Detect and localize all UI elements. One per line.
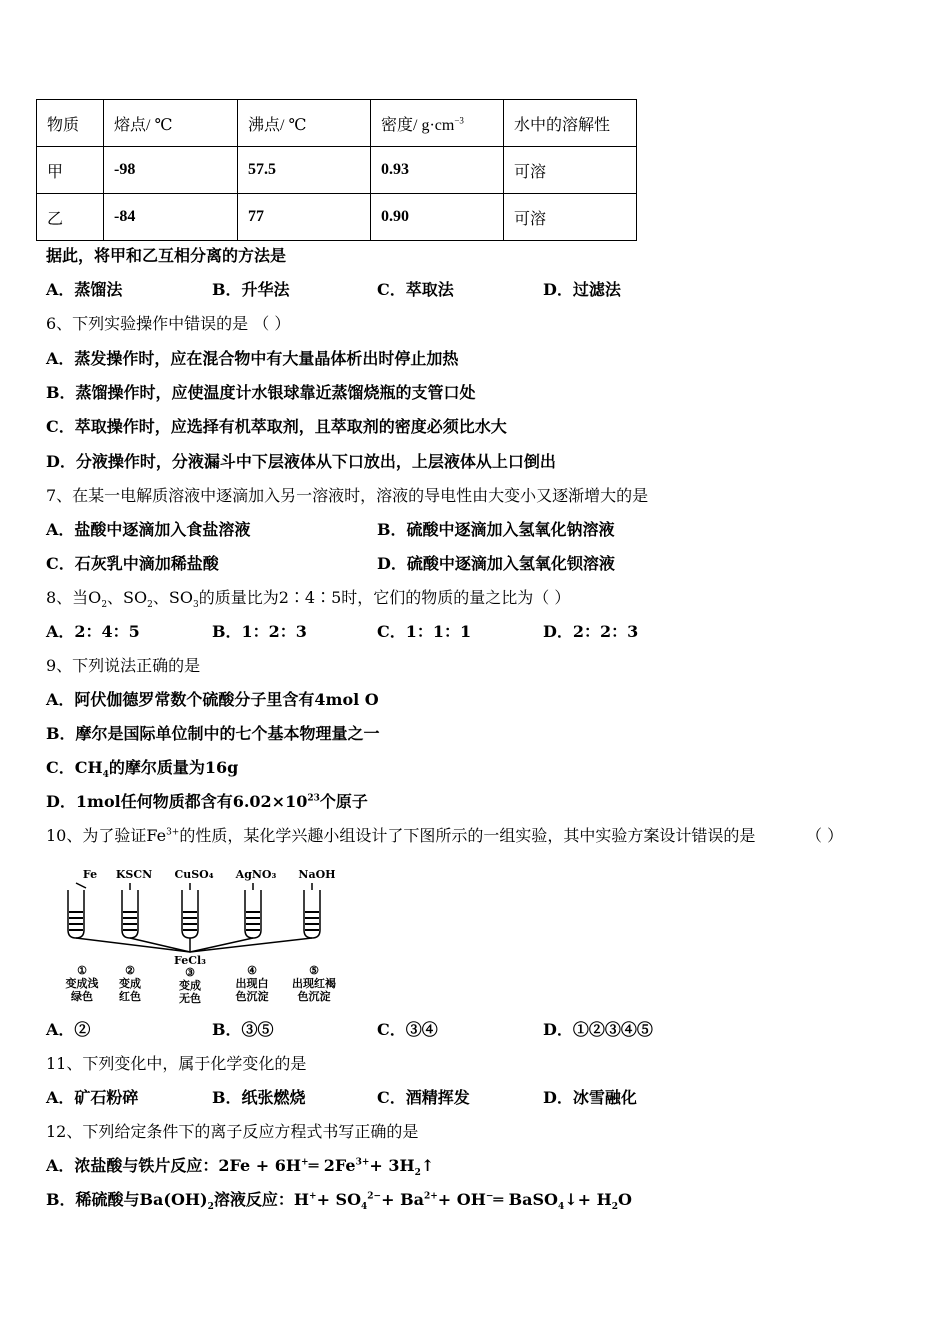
table-cell: -98 bbox=[104, 147, 238, 194]
experiment-number: ② bbox=[125, 964, 135, 977]
table-cell: 0.93 bbox=[371, 147, 504, 194]
liquid-icon bbox=[123, 912, 137, 930]
text: 的质量比为2∶4∶5时，它们的物质的量之比为（ ） bbox=[198, 588, 571, 607]
text: A．浓盐酸与铁片反应：2Fe + 6H bbox=[46, 1156, 302, 1175]
subscript: 2 bbox=[611, 1202, 618, 1213]
option-d bbox=[46, 792, 368, 812]
text: C．CH bbox=[46, 758, 103, 777]
header-cell: 水中的溶解性 bbox=[504, 100, 637, 147]
option-a bbox=[46, 1156, 435, 1179]
option-a: A．蒸发操作时，应在混合物中有大量晶体析出时停止加热 bbox=[46, 349, 459, 368]
question-stem: 11、下列变化中，属于化学变化的是 bbox=[46, 1054, 307, 1073]
header-cell bbox=[371, 100, 504, 147]
text: B．稀硫酸与Ba(OH) bbox=[46, 1190, 208, 1209]
subscript: 4 bbox=[102, 770, 109, 781]
text: + Ba bbox=[381, 1190, 424, 1209]
dropper-icon bbox=[76, 883, 86, 888]
result-text: 色沉淀 bbox=[297, 990, 331, 1003]
text: 、SO bbox=[152, 588, 193, 607]
superscript: − bbox=[485, 1191, 494, 1202]
table-cell: 可溶 bbox=[504, 194, 637, 241]
text: 8、当O bbox=[46, 588, 102, 607]
option-a: A．矿石粉碎 bbox=[46, 1088, 139, 1107]
answer-bracket: （ ） bbox=[806, 826, 844, 845]
reagent-label: NaOH bbox=[298, 868, 336, 881]
option-b: B．③⑤ bbox=[212, 1020, 274, 1039]
center-reagent-label: FeCl₃ bbox=[174, 954, 206, 967]
text: 、SO bbox=[107, 588, 148, 607]
question-stem: 7、在某一电解质溶液中逐滴加入另一溶液时，溶液的导电性由大变小又逐渐增大的是 bbox=[46, 486, 649, 505]
option-b bbox=[46, 1190, 632, 1213]
reagent-label: CuSO₄ bbox=[174, 868, 214, 881]
table-cell: -84 bbox=[104, 194, 238, 241]
option-a: A．阿伏伽德罗常数个硫酸分子里含有4mol O bbox=[46, 690, 379, 709]
table-cell: 0.90 bbox=[371, 194, 504, 241]
text: O bbox=[618, 1190, 632, 1209]
text: 个原子 bbox=[319, 792, 368, 811]
subscript: 2 bbox=[414, 1168, 421, 1179]
header-text: 密度/ g·cm bbox=[381, 116, 455, 134]
text: 的性质，某化学兴趣小组设计了下图所示的一组实验，其中实验方案设计错误的是 bbox=[179, 826, 756, 845]
table-cell: 77 bbox=[238, 194, 371, 241]
text: + SO bbox=[316, 1190, 362, 1209]
result-text: 红色 bbox=[119, 990, 141, 1003]
liquid-icon bbox=[183, 912, 197, 930]
subscript: 4 bbox=[557, 1202, 565, 1213]
option-d: D．2：2：3 bbox=[543, 622, 639, 641]
subscript: 2 bbox=[101, 600, 108, 611]
connector-line bbox=[190, 938, 312, 952]
result-text: 出现白 bbox=[235, 977, 269, 990]
properties-table bbox=[36, 99, 637, 241]
experiment-number: ⑤ bbox=[309, 964, 319, 977]
option-a: A．2：4：5 bbox=[46, 622, 140, 641]
liquid-icon bbox=[69, 912, 83, 930]
table-cell: 可溶 bbox=[504, 147, 637, 194]
superscript: + bbox=[309, 1191, 317, 1202]
option-c: C．萃取操作时，应选择有机萃取剂，且萃取剂的密度必须比水大 bbox=[46, 417, 507, 436]
superscript: 2− bbox=[367, 1191, 382, 1202]
experiment-number: ③ bbox=[185, 966, 195, 979]
result-text: 变成 bbox=[179, 979, 201, 992]
text: 溶液反应：H bbox=[213, 1190, 310, 1209]
option-a: A．② bbox=[46, 1020, 91, 1039]
result-text: 无色 bbox=[179, 992, 201, 1005]
question-stem: 12、下列给定条件下的离子反应方程式书写正确的是 bbox=[46, 1122, 419, 1141]
option-d: D．过滤法 bbox=[543, 280, 621, 299]
option-d: D．冰雪融化 bbox=[543, 1088, 637, 1107]
superscript: 3+ bbox=[166, 827, 180, 838]
header-cell: 沸点/ ℃ bbox=[238, 100, 371, 147]
header-cell: 物质 bbox=[37, 100, 104, 147]
option-d: D．①②③④⑤ bbox=[543, 1020, 653, 1039]
text: ↑ bbox=[420, 1156, 435, 1175]
reagent-label: KSCN bbox=[115, 868, 153, 881]
liquid-icon bbox=[305, 912, 319, 930]
subscript: 3 bbox=[192, 600, 199, 611]
superscript: 3+ bbox=[355, 1157, 370, 1168]
option-b: B．1：2：3 bbox=[212, 622, 307, 641]
text: D．1mol任何物质都含有6.02×10 bbox=[46, 792, 308, 811]
option-a: A．盐酸中逐滴加入食盐溶液 bbox=[46, 520, 251, 539]
text: 的摩尔质量为16g bbox=[108, 758, 239, 777]
option-a: A．蒸馏法 bbox=[46, 280, 123, 299]
table-cell: 甲 bbox=[37, 147, 104, 194]
question-stem: 据此，将甲和乙互相分离的方法是 bbox=[46, 246, 287, 265]
text: ═ 2Fe bbox=[308, 1156, 356, 1175]
experiment-number: ④ bbox=[247, 964, 257, 977]
result-text: 出现红褐 bbox=[292, 977, 336, 990]
result-text: 变成浅 bbox=[65, 977, 99, 990]
option-d: D．硫酸中逐滴加入氢氧化钡溶液 bbox=[377, 554, 615, 573]
header-cell: 熔点/ ℃ bbox=[104, 100, 238, 147]
question-stem bbox=[46, 826, 755, 846]
option-c: C．酒精挥发 bbox=[377, 1088, 470, 1107]
result-text: 色沉淀 bbox=[235, 990, 269, 1003]
table-header-row bbox=[37, 100, 637, 147]
question-stem bbox=[46, 588, 571, 611]
result-text: 变成 bbox=[119, 977, 141, 990]
reagent-label: AgNO₃ bbox=[235, 868, 277, 881]
table-row bbox=[37, 147, 637, 194]
subscript: 2 bbox=[207, 1202, 214, 1213]
superscript: −3 bbox=[454, 115, 464, 126]
subscript: 4 bbox=[361, 1202, 368, 1213]
option-c bbox=[46, 758, 239, 781]
connector-line bbox=[76, 938, 190, 952]
option-b: B．摩尔是国际单位制中的七个基本物理量之一 bbox=[46, 724, 380, 743]
option-b: B．蒸馏操作时，应使温度计水银球靠近蒸馏烧瓶的支管口处 bbox=[46, 383, 476, 402]
superscript: + bbox=[301, 1157, 309, 1168]
option-b: B．纸张燃烧 bbox=[212, 1088, 306, 1107]
reagent-label: Fe bbox=[82, 868, 98, 881]
option-b: B．升华法 bbox=[212, 280, 290, 299]
experiment-number: ① bbox=[77, 964, 87, 977]
text: + OH bbox=[437, 1190, 486, 1209]
text: ↓+ H bbox=[564, 1190, 612, 1209]
question-stem: 9、下列说法正确的是 bbox=[46, 656, 201, 675]
table-cell: 乙 bbox=[37, 194, 104, 241]
table-cell: 57.5 bbox=[238, 147, 371, 194]
subscript: 2 bbox=[147, 600, 153, 611]
option-c: C．③④ bbox=[377, 1020, 438, 1039]
text: 10、为了验证Fe bbox=[46, 826, 167, 845]
superscript: 2+ bbox=[423, 1191, 438, 1202]
option-c: C．1：1：1 bbox=[377, 622, 472, 641]
option-c: C．石灰乳中滴加稀盐酸 bbox=[46, 554, 219, 573]
option-d: D．分液操作时，分液漏斗中下层液体从下口放出，上层液体从上口倒出 bbox=[46, 452, 556, 471]
table-row bbox=[37, 194, 637, 241]
text: ═ BaSO bbox=[493, 1190, 558, 1209]
question-stem: 6、下列实验操作中错误的是 （ ） bbox=[46, 314, 291, 333]
option-c: C．萃取法 bbox=[377, 280, 454, 299]
text: + 3H bbox=[369, 1156, 415, 1175]
result-text: 绿色 bbox=[71, 990, 93, 1003]
liquid-icon bbox=[246, 912, 260, 930]
option-b: B．硫酸中逐滴加入氢氧化钠溶液 bbox=[377, 520, 615, 539]
superscript: 23 bbox=[307, 793, 320, 804]
experiment-figure bbox=[52, 866, 352, 1006]
connector-line bbox=[190, 938, 253, 952]
